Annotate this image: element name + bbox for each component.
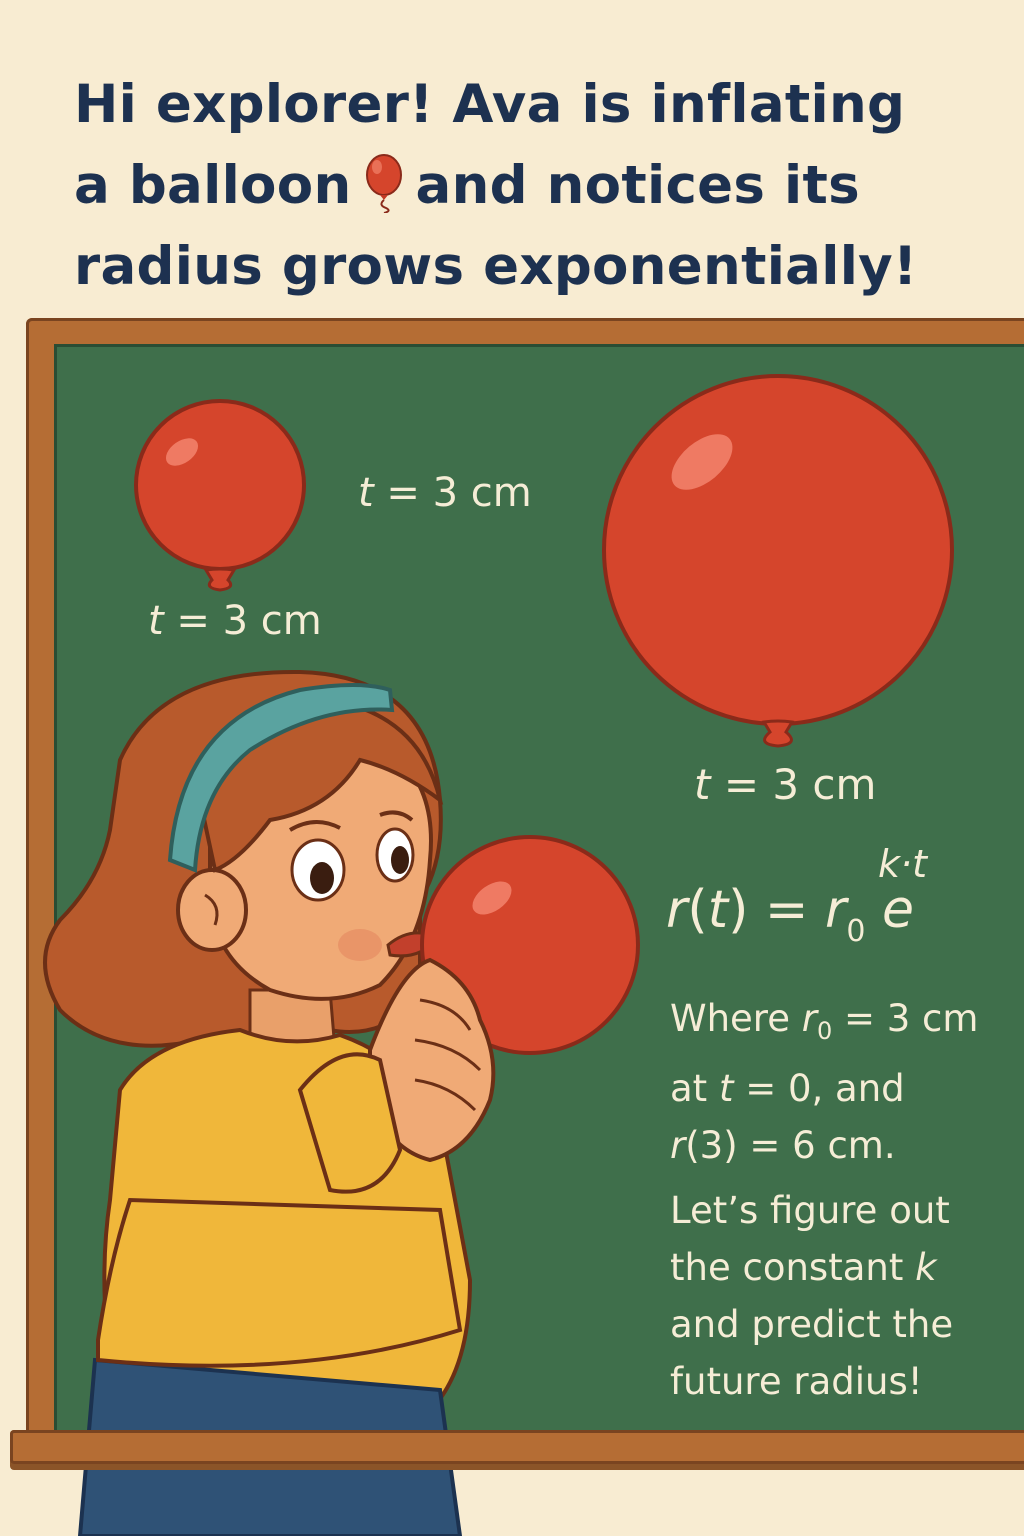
title-line-3: radius grows exponentially!: [74, 236, 918, 297]
formula-open: (: [687, 880, 708, 940]
given-l1-sub: 0: [816, 1017, 833, 1045]
given-line-1: [670, 990, 978, 1060]
formula-r: r: [666, 880, 688, 940]
small-balloon: [136, 401, 304, 590]
given-l2-var: t: [718, 1067, 734, 1110]
formula-e: e: [865, 880, 915, 940]
large-balloon: [604, 376, 952, 746]
large-balloon-label: [694, 760, 876, 809]
formula-r0: r: [825, 880, 847, 940]
formula-r0-sub: 0: [846, 914, 866, 949]
big-label-text: = 3 cm: [710, 760, 877, 809]
given-line-2: [670, 1060, 978, 1117]
given-l1-prefix: Where: [670, 997, 802, 1040]
prompt-l2-prefix: the constant: [670, 1246, 916, 1289]
small-label-var: t: [148, 598, 164, 644]
given-conditions: [670, 990, 978, 1174]
formula-t: t: [707, 880, 729, 940]
task-prompt: [670, 1182, 953, 1410]
given-l3-var: r: [670, 1124, 686, 1167]
middle-label: [358, 470, 532, 516]
prompt-line-3: and predict the: [670, 1303, 954, 1346]
title-line-2-end: and notices its: [415, 155, 860, 216]
mid-label-var: t: [358, 470, 374, 516]
given-l1-suffix: = 3 cm: [832, 997, 979, 1040]
given-l2-suffix: = 0, and: [733, 1067, 905, 1110]
given-l2-prefix: at: [670, 1067, 719, 1110]
small-balloon-label: [148, 598, 322, 644]
title-line-2-start: a balloon: [74, 155, 352, 216]
prompt-line-1: Let’s figure out: [670, 1189, 950, 1232]
big-label-var: t: [694, 760, 711, 809]
given-l1-var: r: [801, 997, 817, 1040]
mid-label-text: = 3 cm: [373, 470, 532, 516]
small-label-text: = 3 cm: [163, 598, 322, 644]
title-line-1: Hi explorer! Ava is inflating: [74, 74, 906, 135]
chalkboard-ledge: [10, 1430, 1024, 1464]
formula-exponent: k·t: [878, 842, 927, 886]
formula-close: ) =: [728, 880, 825, 940]
prompt-line-2: [670, 1239, 953, 1296]
prompt-l2-var: k: [915, 1246, 937, 1289]
given-line-3: [670, 1117, 978, 1174]
prompt-line-4: future radius!: [670, 1360, 923, 1403]
given-l3-suffix: (3) = 6 cm.: [685, 1124, 896, 1167]
growth-formula: [666, 880, 914, 949]
